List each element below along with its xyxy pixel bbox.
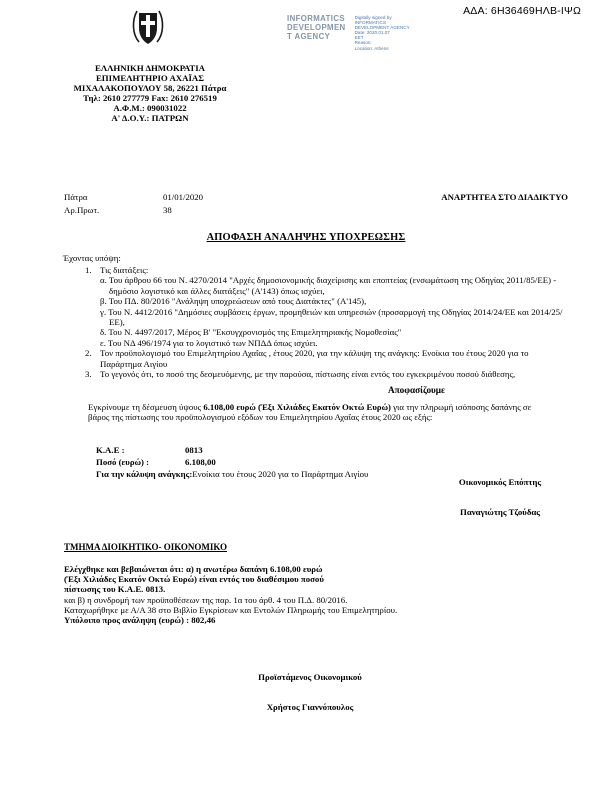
stamp-signature-details bbox=[355, 15, 410, 51]
list-item-number: 1. bbox=[85, 265, 92, 275]
greek-coat-of-arms-icon bbox=[130, 8, 166, 48]
list-item bbox=[85, 265, 563, 348]
list-item-body bbox=[100, 265, 563, 348]
stamp-agency-line: INFORMATICS bbox=[287, 14, 345, 23]
list-item-text: Τις διατάξεις: bbox=[100, 265, 149, 275]
department-heading: ΤΜΗΜΑ ΔΙΟΙΚΗΤΙΚΟ- ΟΙΚΟΝΟΜΙΚΟ bbox=[64, 542, 227, 552]
verification-line: Ελέγχθηκε και βεβαιώνεται ότι: α) η ανωτέρω δαπάνη 6.108,00 ευρώ bbox=[64, 564, 323, 574]
considering-intro: Έχοντας υπόψη: bbox=[63, 253, 121, 263]
need-row bbox=[96, 469, 368, 481]
list-item-text: Το γεγονός ότι, το ποσό της δεσμευόμενης, με την παρούσα, πίστωσης είναι εντός του εγκεκριμένου ποσού διάθεσης, bbox=[100, 369, 516, 380]
amount-row bbox=[96, 457, 368, 469]
kae-label: Κ.Α.Ε : bbox=[96, 445, 125, 455]
document-date: 01/01/2020 bbox=[163, 192, 204, 202]
list-item bbox=[85, 348, 563, 369]
finance-head-title: Προϊστάμενος Οικονομικού bbox=[258, 672, 362, 682]
letterhead-line: ΕΠΙΜΕΛΗΤΗΡΙΟ ΑΧΑΪΑΣ bbox=[95, 73, 205, 84]
approval-paragraph bbox=[88, 402, 552, 423]
allocation-table bbox=[96, 445, 368, 481]
list-item-number: 3. bbox=[85, 369, 92, 380]
approval-text-post: για την πληρωμή ισόποσης δαπάνης σε βάρος της πίστωσης του προϋπολογισμού εξόδων του Επιμελητηρίου Αχαΐας έτους 2020 ως εξής: bbox=[88, 402, 532, 423]
city-label: Πάτρα bbox=[64, 192, 88, 202]
finance-head-name: Χρήστος Γιαννόπουλος bbox=[266, 702, 354, 712]
stamp-detail-line: DEVELOPMENT AGENCY bbox=[354, 25, 410, 31]
considering-list bbox=[85, 265, 563, 379]
approval-amount: 6.108,00 ευρώ (Έξι Χιλιάδες Εκατόν Οκτώ Ευρώ) bbox=[203, 402, 391, 412]
list-item bbox=[85, 369, 563, 379]
list-subitem: δ. Του Ν. 4497/2017, Μέρος Β' "Εκσυγχρονισμός της Επιμελητηριακής Νομοθεσίας" bbox=[100, 327, 402, 338]
kae-value: 0813 bbox=[185, 445, 203, 455]
stamp-detail-line: EET bbox=[354, 35, 364, 41]
ada-number: ΑΔΑ: 6Η36469ΗΛΒ-ΙΨΩ bbox=[463, 5, 581, 17]
amount-label: Ποσό (ευρώ) : bbox=[96, 457, 150, 467]
supervisor-title: Οικονομικός Επόπτης bbox=[458, 477, 542, 487]
posting-notice: ΑΝΑΡΤΗΤΕΑ ΣΤΟ ΔΙΑΔΙΚΤΥΟ bbox=[441, 192, 568, 202]
protocol-number: 38 bbox=[163, 205, 172, 215]
list-subitem: γ. Του Ν. 4412/2016 "Δημόσιες συμβάσεις έργων, προμηθειών και υπηρεσιών (προσαρμογή της Οδηγίας 2014/24/ΕΕ και 2014/25/ΕΕ), bbox=[100, 306, 563, 328]
verification-line: και β) η συνδρομή των προϋποθέσεων της παρ. 1α του άρθ. 4 του Π.Δ. 80/2016. bbox=[64, 594, 348, 605]
letterhead-line: Α' Δ.Ο.Υ.: ΠΑΤΡΩΝ bbox=[111, 113, 189, 124]
list-subitem: α. Του άρθρου 66 του Ν. 4270/2014 "Αρχές δημοσιονομικής διαχείρισης και εποπτείας (ενσωμάτωση της Οδηγίας 2011/85/ΕΕ) - δημόσιο λογιστικό και άλλες διατάξεις" (Α'143) όπως ισχύει, bbox=[100, 275, 557, 296]
approval-text-pre: Εγκρίνουμε τη δέσμευση ύψους bbox=[88, 402, 204, 412]
stamp-agency-name bbox=[287, 15, 346, 41]
verification-line: Καταχωρήθηκε με Α/Α 38 στο Βιβλίο Εγκρίσεων και Εντολών Πληρωμής του Επιμελητηρίου. bbox=[64, 604, 398, 615]
list-subitem: β. Του ΠΔ. 80/2016 "Ανάληψη υποχρεώσεων από τους Διατάκτες" (Α'145), bbox=[100, 296, 367, 307]
letterhead-line: ΜΙΧΑΛΑΚΟΠΟΥΛΟΥ 58, 26221 Πάτρα bbox=[73, 83, 227, 94]
list-item-text: Τον προϋπολογισμό του Επιμελητηρίου Αχαΐας , έτους 2020, για την κάλυψη της ανάγκης: Ενοίκια του έτους 2020 για το Παράρτημα Αιγίου bbox=[100, 348, 529, 369]
digital-signature-stamp bbox=[287, 15, 410, 51]
need-value: Ενοίκια του έτους 2020 για το Παράρτημα Αιγίου bbox=[192, 469, 369, 479]
stamp-detail-line: Location: Athens bbox=[354, 45, 389, 51]
stamp-agency-line: DEVELOPMEN bbox=[287, 22, 346, 32]
kae-row bbox=[96, 445, 368, 457]
verification-line: (Έξι Χιλιάδες Εκατόν Οκτώ Ευρώ) είναι εντός του διαθέσιμου ποσού bbox=[64, 574, 324, 585]
supervisor-name: Παναγιώτης Τζούδας bbox=[459, 507, 541, 517]
letterhead bbox=[40, 63, 260, 124]
stamp-detail-line: Digitally signed by bbox=[354, 15, 392, 20]
document-title: ΑΠΟΦΑΣΗ ΑΝΑΛΗΨΗΣ ΥΠΟΧΡΕΩΣΗΣ bbox=[206, 232, 406, 243]
protocol-label: Αρ.Πρωτ. bbox=[64, 205, 100, 215]
stamp-detail-line: Date: 2020.01.07 bbox=[354, 30, 390, 36]
stamp-detail-line: Reason: bbox=[354, 40, 372, 46]
letterhead-line: ΕΛΛΗΝΙΚΗ ΔΗΜΟΚΡΑΤΙΑ bbox=[94, 63, 206, 73]
verification-line: πίστωσης του Κ.Α.Ε. 0813. bbox=[64, 584, 166, 595]
need-label: Για την κάλυψη ανάγκης: bbox=[96, 469, 193, 479]
remaining-balance-line: Υπόλοιπο προς ανάληψη (ευρώ) : 802,46 bbox=[64, 615, 216, 626]
stamp-agency-line: T AGENCY bbox=[287, 31, 331, 41]
verification-block bbox=[64, 564, 409, 625]
list-subitem: ε. Του ΝΔ 496/1974 για το λογιστικό των ΝΠΔΔ όπως ισχύει. bbox=[100, 337, 318, 348]
letterhead-line: Α.Φ.Μ.: 090031022 bbox=[113, 103, 187, 114]
list-item-number: 2. bbox=[85, 348, 92, 359]
letterhead-line: Τηλ: 2610 277779 Fax: 2610 276519 bbox=[83, 93, 217, 104]
stamp-detail-line: INFORMATICS bbox=[354, 20, 386, 26]
decision-heading: Αποφασίζουμε bbox=[388, 385, 445, 395]
amount-value: 6.108,00 bbox=[185, 457, 216, 467]
